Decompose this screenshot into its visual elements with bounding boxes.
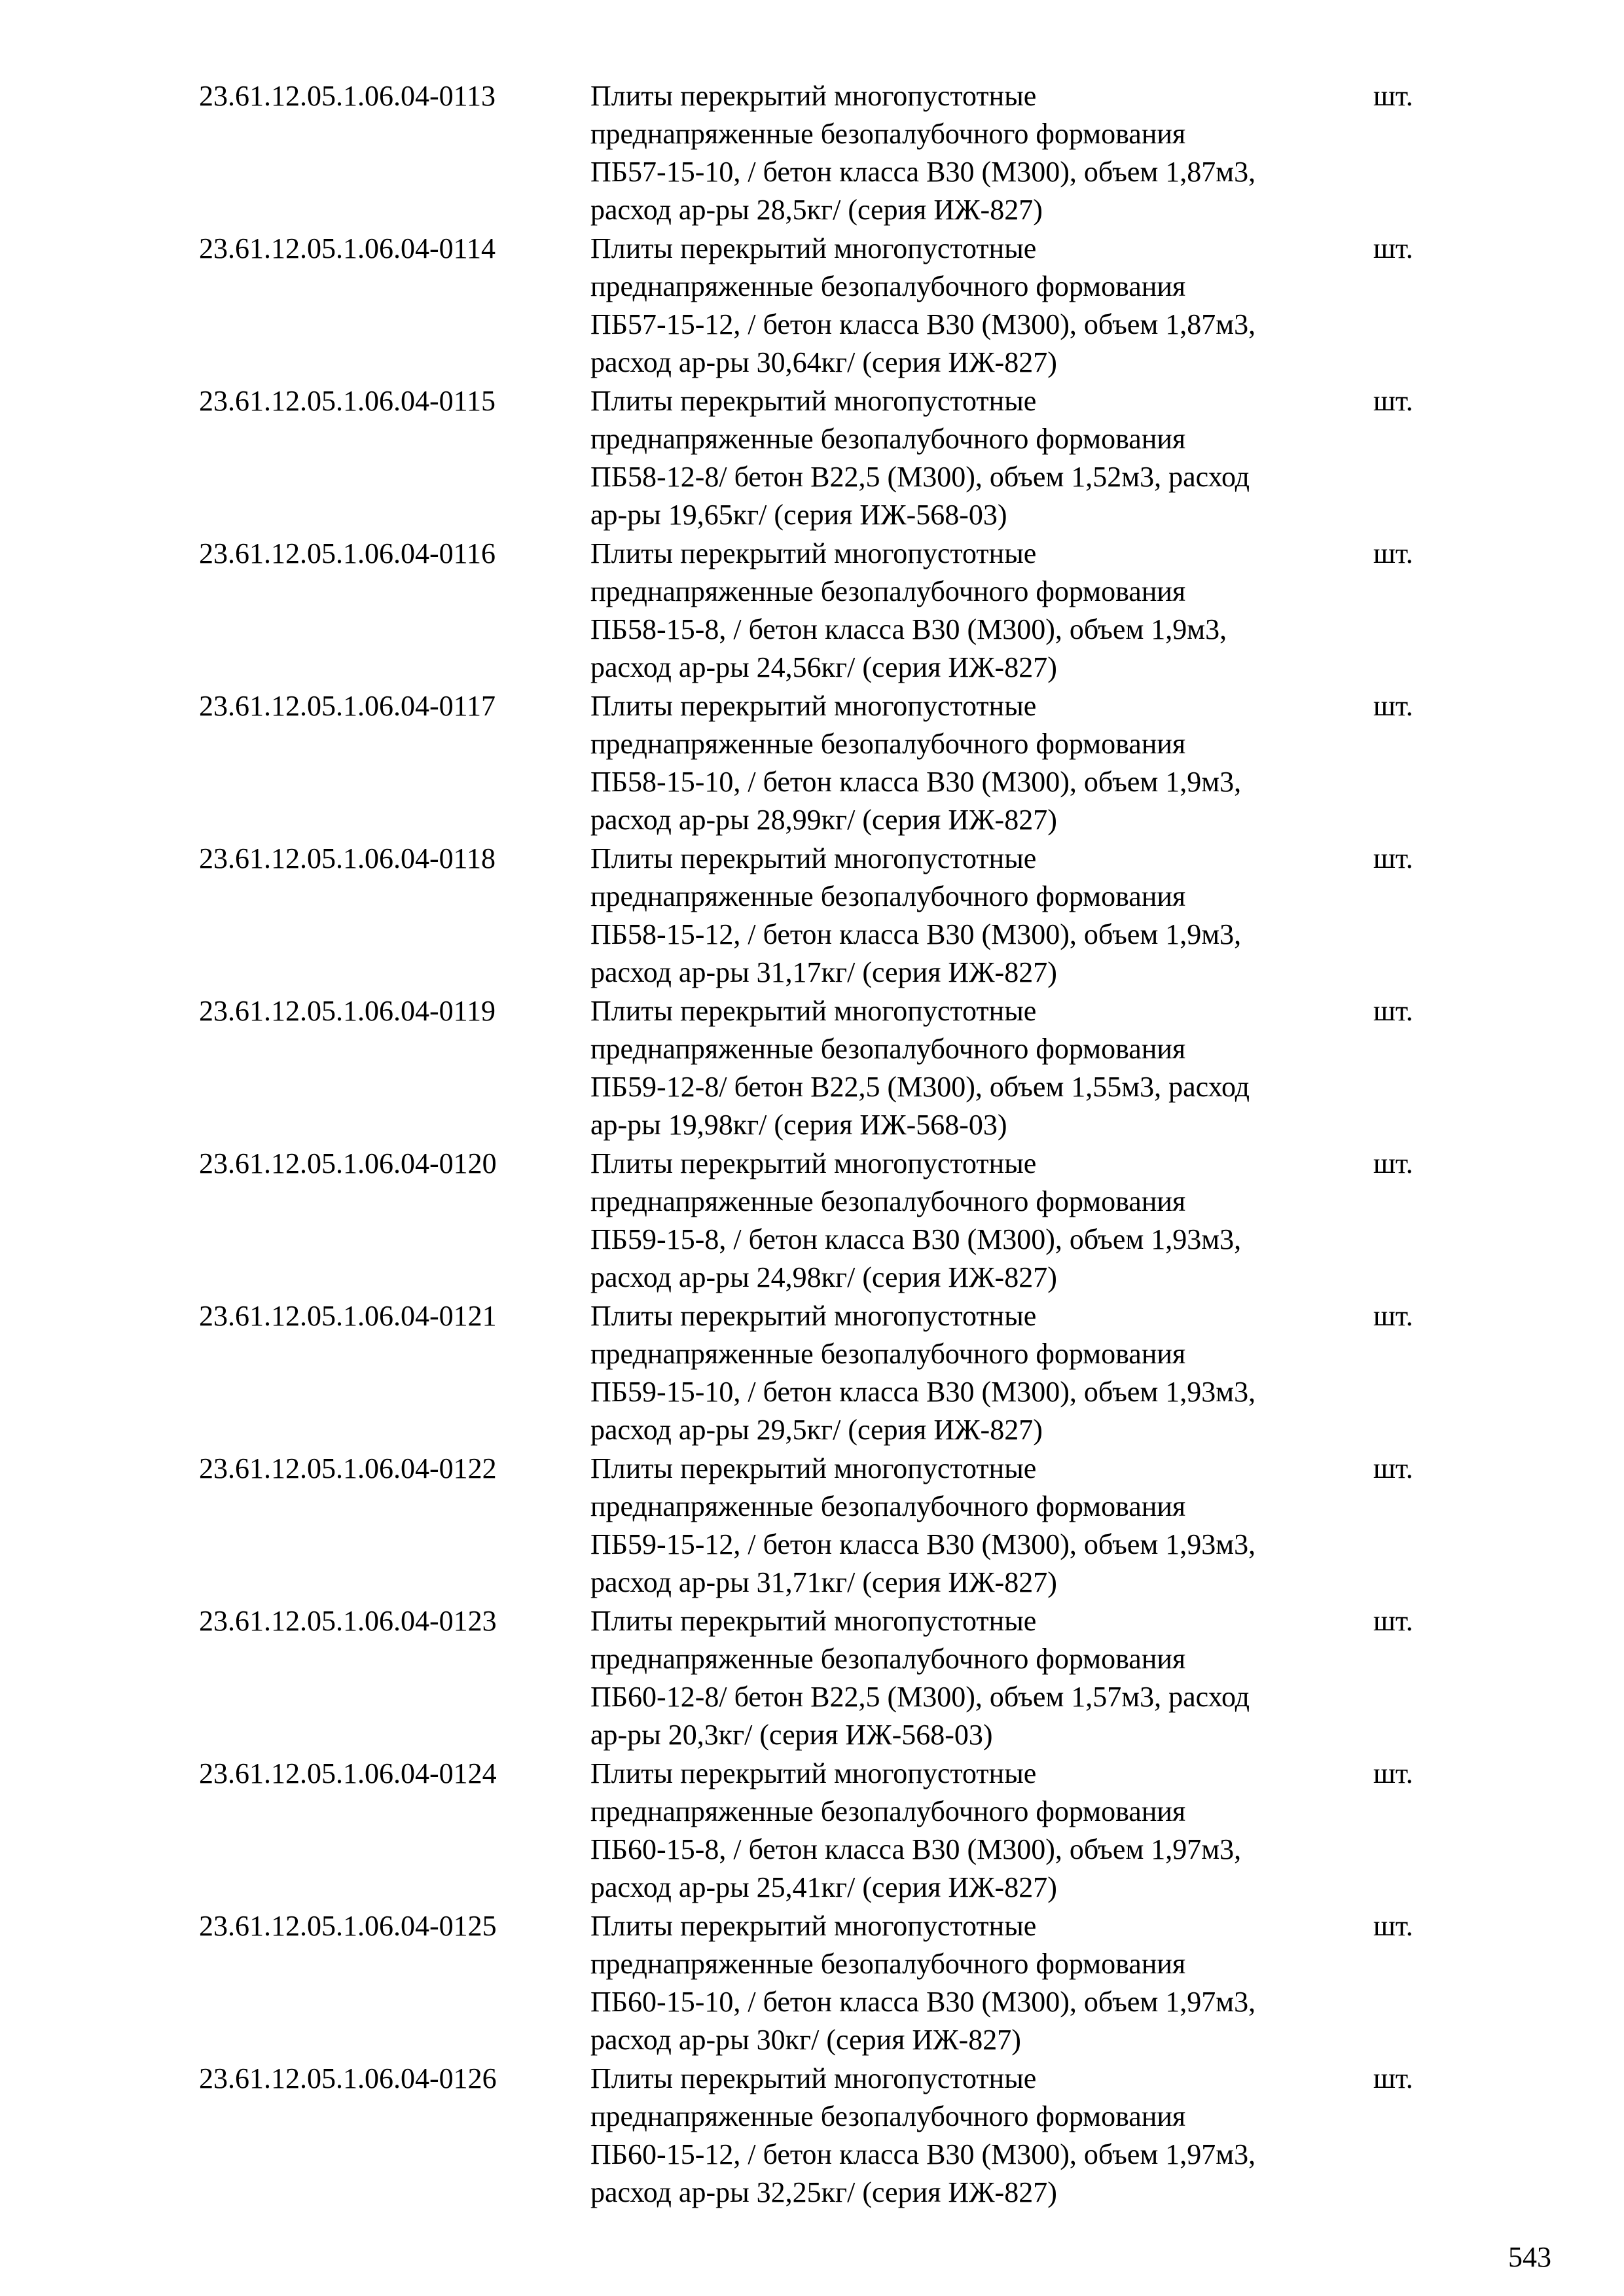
description-line: расход ар-ры 28,99кг/ (серия ИЖ-827) (590, 804, 1057, 836)
unit-of-measure: шт. (1373, 1452, 1413, 1484)
description-line: Плиты перекрытий многопустотные (590, 1605, 1037, 1637)
description-line: Плиты перекрытий многопустотные (590, 385, 1037, 417)
resource-description (590, 687, 1376, 839)
description-line: Плиты перекрытий многопустотные (590, 1757, 1037, 1789)
resource-description (590, 1145, 1376, 1297)
table-row (0, 992, 1624, 1145)
table-row (0, 1755, 1624, 1907)
description-line: преднапряженные безопалубочного формования (590, 1948, 1186, 1980)
table-row (0, 1145, 1624, 1297)
price-list-table (0, 77, 1624, 2212)
table-row (0, 77, 1624, 230)
description-line: ПБ59-15-12, / бетон класса В30 (М300), объем 1,93м3, (590, 1528, 1256, 1560)
description-line: ар-ры 20,3кг/ (серия ИЖ-568-03) (590, 1719, 993, 1751)
description-line: ПБ58-15-10, / бетон класса В30 (М300), объем 1,9м3, (590, 766, 1242, 798)
table-row (0, 382, 1624, 535)
description-line: ПБ59-15-8, / бетон класса В30 (М300), объем 1,93м3, (590, 1223, 1242, 1255)
description-line: ПБ60-15-10, / бетон класса В30 (М300), объем 1,97м3, (590, 1986, 1256, 2018)
resource-code: 23.61.12.05.1.06.04-0117 (199, 690, 496, 722)
unit-of-measure: шт. (1373, 1605, 1413, 1637)
resource-description (590, 230, 1376, 382)
description-line: преднапряженные безопалубочного формования (590, 1338, 1186, 1370)
description-line: расход ар-ры 31,17кг/ (серия ИЖ-827) (590, 956, 1057, 988)
description-line: Плиты перекрытий многопустотные (590, 537, 1037, 569)
description-line: Плиты перекрытий многопустотные (590, 1452, 1037, 1484)
description-line: преднапряженные безопалубочного формования (590, 575, 1186, 607)
description-line: Плиты перекрытий многопустотные (590, 995, 1037, 1027)
description-line: преднапряженные безопалубочного формования (590, 1185, 1186, 1217)
description-line: ар-ры 19,65кг/ (серия ИЖ-568-03) (590, 499, 1007, 531)
description-line: Плиты перекрытий многопустотные (590, 1147, 1037, 1179)
table-row (0, 2060, 1624, 2212)
table-row (0, 535, 1624, 687)
resource-description (590, 2060, 1376, 2212)
description-line: расход ар-ры 25,41кг/ (серия ИЖ-827) (590, 1871, 1057, 1903)
table-row (0, 1450, 1624, 1602)
description-line: Плиты перекрытий многопустотные (590, 232, 1037, 264)
description-line: Плиты перекрытий многопустотные (590, 1300, 1037, 1332)
description-line: ПБ60-15-8, / бетон класса В30 (М300), объем 1,97м3, (590, 1833, 1242, 1865)
unit-of-measure: шт. (1373, 1147, 1413, 1179)
unit-of-measure: шт. (1373, 842, 1413, 874)
table-row (0, 687, 1624, 840)
resource-code: 23.61.12.05.1.06.04-0120 (199, 1147, 497, 1179)
description-line: расход ар-ры 32,25кг/ (серия ИЖ-827) (590, 2176, 1057, 2208)
description-line: Плиты перекрытий многопустотные (590, 842, 1037, 874)
resource-code: 23.61.12.05.1.06.04-0119 (199, 995, 496, 1027)
description-line: преднапряженные безопалубочного формования (590, 1033, 1186, 1065)
description-line: преднапряженные безопалубочного формования (590, 880, 1186, 912)
description-line: Плиты перекрытий многопустотные (590, 1910, 1037, 1942)
resource-description (590, 382, 1376, 534)
description-line: ар-ры 19,98кг/ (серия ИЖ-568-03) (590, 1109, 1007, 1141)
description-line: ПБ57-15-12, / бетон класса В30 (М300), объем 1,87м3, (590, 308, 1256, 340)
page-number: 543 (1508, 2241, 1551, 2273)
description-line: преднапряженные безопалубочного формования (590, 1795, 1186, 1827)
resource-code: 23.61.12.05.1.06.04-0121 (199, 1300, 497, 1332)
description-line: преднапряженные безопалубочного формования (590, 1643, 1186, 1675)
description-line: расход ар-ры 30,64кг/ (серия ИЖ-827) (590, 346, 1057, 378)
description-line: преднапряженные безопалубочного формования (590, 728, 1186, 760)
resource-code: 23.61.12.05.1.06.04-0124 (199, 1757, 497, 1789)
table-row (0, 1907, 1624, 2060)
resource-code: 23.61.12.05.1.06.04-0126 (199, 2062, 497, 2094)
resource-code: 23.61.12.05.1.06.04-0125 (199, 1910, 497, 1942)
unit-of-measure: шт. (1373, 995, 1413, 1027)
description-line: ПБ58-12-8/ бетон В22,5 (М300), объем 1,52м3, расход (590, 461, 1250, 493)
resource-code: 23.61.12.05.1.06.04-0123 (199, 1605, 497, 1637)
resource-code: 23.61.12.05.1.06.04-0116 (199, 537, 496, 569)
resource-code: 23.61.12.05.1.06.04-0115 (199, 385, 496, 417)
description-line: ПБ58-15-8, / бетон класса В30 (М300), объем 1,9м3, (590, 613, 1227, 645)
unit-of-measure: шт. (1373, 232, 1413, 264)
resource-description (590, 1297, 1376, 1449)
unit-of-measure: шт. (1373, 537, 1413, 569)
resource-description (590, 840, 1376, 992)
description-line: ПБ59-12-8/ бетон В22,5 (М300), объем 1,55м3, расход (590, 1071, 1250, 1103)
unit-of-measure: шт. (1373, 2062, 1413, 2094)
description-line: ПБ58-15-12, / бетон класса В30 (М300), объем 1,9м3, (590, 918, 1242, 950)
resource-description (590, 992, 1376, 1144)
resource-description (590, 1450, 1376, 1602)
description-line: ПБ60-12-8/ бетон В22,5 (М300), объем 1,57м3, расход (590, 1681, 1250, 1713)
description-line: Плиты перекрытий многопустотные (590, 80, 1037, 112)
description-line: расход ар-ры 24,56кг/ (серия ИЖ-827) (590, 651, 1057, 683)
description-line: расход ар-ры 24,98кг/ (серия ИЖ-827) (590, 1261, 1057, 1293)
description-line: расход ар-ры 30кг/ (серия ИЖ-827) (590, 2024, 1021, 2056)
description-line: Плиты перекрытий многопустотные (590, 690, 1037, 722)
description-line: ПБ57-15-10, / бетон класса В30 (М300), объем 1,87м3, (590, 156, 1256, 188)
resource-description (590, 1602, 1376, 1754)
unit-of-measure: шт. (1373, 80, 1413, 112)
unit-of-measure: шт. (1373, 690, 1413, 722)
resource-code: 23.61.12.05.1.06.04-0122 (199, 1452, 497, 1484)
table-row (0, 1297, 1624, 1450)
table-row (0, 840, 1624, 992)
description-line: ПБ60-15-12, / бетон класса В30 (М300), объем 1,97м3, (590, 2138, 1256, 2170)
description-line: расход ар-ры 31,71кг/ (серия ИЖ-827) (590, 1566, 1057, 1598)
description-line: преднапряженные безопалубочного формования (590, 118, 1186, 150)
description-line: преднапряженные безопалубочного формования (590, 423, 1186, 455)
description-line: Плиты перекрытий многопустотные (590, 2062, 1037, 2094)
description-line: ПБ59-15-10, / бетон класса В30 (М300), объем 1,93м3, (590, 1376, 1256, 1408)
unit-of-measure: шт. (1373, 1757, 1413, 1789)
description-line: преднапряженные безопалубочного формования (590, 270, 1186, 302)
description-line: расход ар-ры 28,5кг/ (серия ИЖ-827) (590, 194, 1043, 226)
resource-code: 23.61.12.05.1.06.04-0113 (199, 80, 496, 112)
description-line: преднапряженные безопалубочного формования (590, 1490, 1186, 1522)
description-line: преднапряженные безопалубочного формования (590, 2100, 1186, 2132)
unit-of-measure: шт. (1373, 385, 1413, 417)
unit-of-measure: шт. (1373, 1300, 1413, 1332)
resource-description (590, 1755, 1376, 1907)
resource-code: 23.61.12.05.1.06.04-0114 (199, 232, 496, 264)
resource-description (590, 1907, 1376, 2059)
description-line: расход ар-ры 29,5кг/ (серия ИЖ-827) (590, 1414, 1043, 1446)
unit-of-measure: шт. (1373, 1910, 1413, 1942)
resource-code: 23.61.12.05.1.06.04-0118 (199, 842, 496, 874)
resource-description (590, 535, 1376, 687)
table-row (0, 230, 1624, 382)
resource-description (590, 77, 1376, 229)
table-row (0, 1602, 1624, 1755)
